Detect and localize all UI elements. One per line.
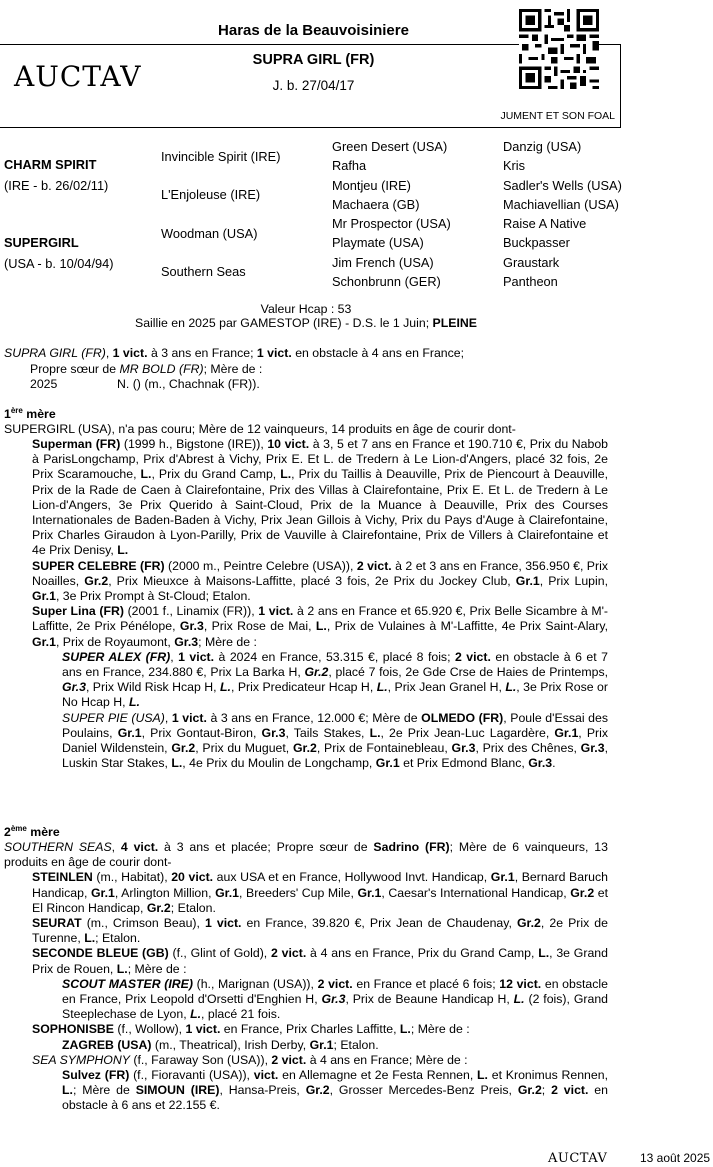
- pedigree-gen4: Danzig (USA): [503, 139, 582, 154]
- pedigree-gen2: L'Enjoleuse (IRE): [161, 187, 261, 202]
- intro-paragraph: [4, 346, 608, 362]
- produce-sulvez: Sulvez (FR) (f., Fioravanti (USA)), vict. en Allemagne et 2e Festa Rennen, L. et Kronimus Rennen, L.; Mère de SIMOUN (IRE), Hansa-Preis, Gr.2, Grosser Mercedes-Benz Preis, Gr.2; 2 vict. en obstacle à 6 ans et 22.155 €.: [62, 1068, 608, 1113]
- pedigree-gen4: Raise A Native: [503, 216, 587, 231]
- sire-info: (IRE - b. 26/02/11): [4, 178, 109, 193]
- sire-name: CHARM SPIRIT: [4, 157, 97, 172]
- footer-date: 13 août 2025: [640, 1151, 711, 1165]
- horse-name: SUPRA GIRL (FR): [252, 52, 375, 68]
- saillie-status: PLEINE: [432, 316, 477, 330]
- first-dam-heading: [4, 406, 56, 421]
- dam-name: SUPERGIRL: [4, 235, 79, 250]
- produce-sea-symphony: SEA SYMPHONY (f., Faraway Son (USA)), 2 vict. à 4 ans en France; Mère de :: [32, 1052, 468, 1067]
- pedigree-gen4: Sadler's Wells (USA): [503, 178, 622, 193]
- pedigree-gen4: Graustark: [503, 255, 560, 270]
- saillie-line: [0, 316, 612, 330]
- second-dam-section: [4, 840, 608, 1114]
- auctav-logo: AUCTAV: [14, 60, 142, 93]
- second-dam-intro: SOUTHERN SEAS, 4 vict. à 3 ans et placée; Propre sœur de Sadrino (FR); Mère de 6 vainqueurs, 13 produits en âge de courir dont-: [4, 840, 608, 870]
- produce-sophonisbe: SOPHONISBE (f., Wollow), 1 vict. en France, Prix Charles Laffitte, L.; Mère de :: [32, 1022, 470, 1037]
- produce-scout-master: SCOUT MASTER (IRE) (h., Marignan (USA)), 2 vict. en France et placé 6 fois; 12 vict. en obstacle en France, Prix Leopold d'Orsetti d'Enghien H, Gr.3, Prix de Beaune Handicap H, L. (2 fois), Grand Steeplechase de Lyon, L., placé 21 fois.: [62, 976, 608, 1022]
- produce-seconde-bleue: SECONDE BLEUE (GB) (f., Glint of Gold), 2 vict. à 4 ans en France, Prix du Grand Camp, L., 3e Grand Prix de Rouen, L.; Mère de :: [32, 946, 608, 976]
- first-dam-offspring: [4, 437, 608, 771]
- produce-steinlen: STEINLEN (m., Habitat), 20 vict. aux USA et en France, Hollywood Invt. Handicap, Gr.1, Bernard Baruch Handicap, Gr.1, Arlington Million, Gr.1, Breeders' Cup Mile, Gr.1, Caesar's International Handicap, Gr.2 et El Rincon Handicap, Gr.2; Etalon.: [32, 870, 608, 915]
- text: à 3 ans en France;: [147, 346, 257, 360]
- produce-super-celebre: SUPER CELEBRE (FR) (2000 m., Peintre Celebre (USA)), 2 vict. à 2 et 3 ans en France, 356.950 €, Prix Noailles, Gr.2, Prix Mieuxce à Maisons-Laffitte, placé 3 fois, 2e Prix du Jockey Club, Gr.1, Prix Lupin, Gr.1, 3e Prix Prompt à St-Cloud; Etalon.: [32, 558, 608, 604]
- foal-description: N. () (m., Chachnak (FR)).: [117, 377, 260, 391]
- pedigree-gen3: Rafha: [332, 158, 367, 173]
- wins: 1 vict.: [112, 346, 148, 360]
- produce-super-lina: Super Lina (FR) (2001 f., Linamix (FR)), 1 vict. à 2 ans en France et 65.920 €, Prix Belle Sicambre à M'-Laffitte, 2e Prix Pénélope, Gr.3, Prix Rose de Mai, L., Prix de Vulaines à M'-Laffitte, 4e Prix Saint-Alary, Gr.1, Prix de Royaumont, Gr.3; Mère de :: [32, 604, 609, 649]
- pedigree-gen4: Kris: [503, 158, 526, 173]
- text: ; Mère de :: [203, 362, 263, 376]
- saillie-text: Saillie en 2025 par GAMESTOP (IRE) - D.S. le 1 Juin;: [135, 316, 433, 330]
- pedigree-gen2: Woodman (USA): [161, 226, 258, 241]
- pedigree-gen3: Schonbrunn (GER): [332, 274, 441, 289]
- foal-year: 2025: [30, 377, 58, 391]
- text: Propre sœur de: [30, 362, 120, 376]
- haras-name: Haras de la Beauvoisiniere: [218, 22, 409, 39]
- pedigree-gen3: Green Desert (USA): [332, 139, 448, 154]
- produce-superman: Superman (FR) (1999 h., Bigstone (IRE)), 10 vict. à 3, 5 et 7 ans en France et 190.710 €, Prix du Nabob à ParisLongchamp, Prix d'Abrest à Vichy, Prix E. Et L. de Tredern à Le Lion-d'Angers, placé 32 fois, 2e Prix Scaramouche, L., Prix du Grand Camp, L., Prix du Taillis à Deauville, Prix de Piencourt à Deauville, Prix de la Rade de Caen à Clairefontaine, Prix des Villas à Clairefontaine, Prix E. Et L. de Tredern à Le Lion-d'Angers, 3e Prix Querido à Saint-Cloud, Prix de la Muance à Deauville, Prix des Courses Internationales de Baden-Baden à Vichy, Prix Jean Gillois à Vichy, Prix du Pays d'Auge à Clairefontaine, Prix Charles Giraudon à Lyon-Parilly, Prix de Vauville à Clairefontaine, Prix de Villers à Clairefontaine et 4e Prix Denisy, L.: [32, 437, 609, 558]
- pedigree-gen3: Playmate (USA): [332, 235, 424, 250]
- sister-name: MR BOLD (FR): [119, 362, 204, 376]
- produce-seurat: SEURAT (m., Crimson Beau), 1 vict. en France, 39.820 €, Prix Jean de Chaudenay, Gr.2, 2e Prix de Turenne, L.; Etalon.: [32, 916, 608, 946]
- pedigree-gen3: Machaera (GB): [332, 197, 420, 212]
- pedigree-gen3: Jim French (USA): [332, 255, 434, 270]
- second-dam-heading: [4, 824, 60, 839]
- pedigree-gen2: Invincible Spirit (IRE): [161, 149, 281, 164]
- first-dam-intro: SUPERGIRL (USA), n'a pas couru; Mère de 12 vainqueurs, 14 produits en âge de courir dont-: [4, 422, 516, 436]
- footer-logo: AUCTAV: [548, 1151, 608, 1166]
- text: 2: [4, 825, 11, 840]
- text: 1: [4, 407, 11, 422]
- valeur-hcap: Valeur Hcap : 53: [260, 302, 352, 316]
- wins: 1 vict.: [256, 346, 292, 360]
- text: ème: [10, 824, 27, 833]
- category-label: JUMENT ET SON FOAL: [500, 110, 615, 122]
- text: ,: [105, 346, 113, 360]
- intro-sister-line: [30, 362, 262, 376]
- text: mère: [26, 825, 60, 840]
- text: ère: [10, 406, 23, 415]
- pedigree-gen4: Pantheon: [503, 274, 558, 289]
- produce-super-alex: SUPER ALEX (FR), 1 vict. à 2024 en France, 53.315 €, placé 8 fois; 2 vict. en obstacle à 6 et 7 ans en France, 234.880 €, Prix La Barka H, Gr.2, placé 7 fois, 2e Gde Crse de Haies de Printemps, Gr.3, Prix Wild Risk Hcap H, L., Prix Predicateur Hcap H, L., Prix Jean Granel H, L., 3e Prix Rose or No Hcap H, L.: [62, 649, 609, 710]
- header-bottom-rule: [0, 127, 621, 128]
- pedigree-gen2: Southern Seas: [161, 264, 246, 279]
- text: mère: [22, 407, 56, 422]
- pedigree-gen4: Buckpasser: [503, 235, 570, 250]
- qr-code-icon: [519, 9, 599, 89]
- produce-zagreb: ZAGREB (USA) (m., Theatrical), Irish Derby, Gr.1; Etalon.: [62, 1037, 379, 1052]
- produce-super-pie: SUPER PIE (USA), 1 vict. à 3 ans en France, 12.000 €; Mère de OLMEDO (FR), Poule d'Essai des Poulains, Gr.1, Prix Gontaut-Biron, Gr.3, Tails Stakes, L., 2e Prix Jean-Luc Lagardère, Gr.1, Prix Daniel Wildenstein, Gr.2, Prix du Muguet, Gr.2, Prix de Fontainebleau, Gr.3, Prix des Chênes, Gr.3, Luskin Star Stakes, L., 4e Prix du Moulin de Longchamp, Gr.1 et Prix Edmond Blanc, Gr.3.: [62, 710, 608, 771]
- pedigree-gen3: Montjeu (IRE): [332, 178, 411, 193]
- dam-info: (USA - b. 10/04/94): [4, 256, 114, 271]
- horse-ref: SUPRA GIRL (FR): [4, 346, 106, 360]
- pedigree-gen3: Mr Prospector (USA): [332, 216, 451, 231]
- text: en obstacle à 4 ans en France;: [291, 346, 465, 360]
- horse-birth: J. b. 27/04/17: [272, 78, 355, 93]
- pedigree-gen4: Machiavellian (USA): [503, 197, 619, 212]
